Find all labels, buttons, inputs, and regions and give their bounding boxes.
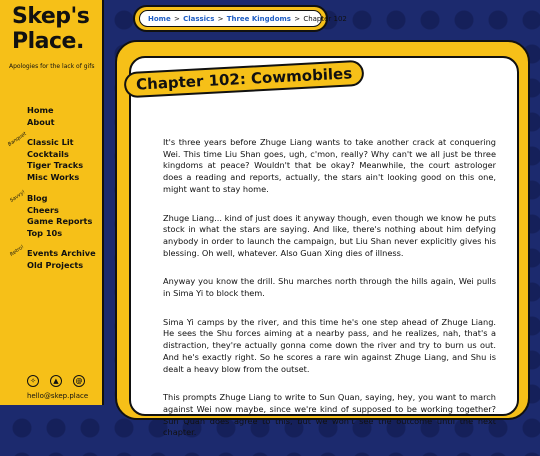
nav-retro <box>27 248 96 271</box>
breadcrumb-current: Chapter 102 <box>303 15 347 23</box>
breadcrumb-classics[interactable]: Classics <box>183 15 215 23</box>
paragraph: Sima Yi camps by the river, and this time he's one step ahead of Zhuge Liang. He sees the Shu forces aiming at a nearby pass, and he realizes, nah, that's a distraction, they're actually gonna come down the river and try to burn us out. And he's exactly right. So he scores a rare win against Zhuge Liang, and Shu is dealt a heavy blow from the outset. <box>163 316 496 374</box>
nav-cocktails[interactable]: Cocktails <box>27 148 69 159</box>
nav-events-archive[interactable]: Events Archive <box>27 248 96 258</box>
paragraph: It's three years before Zhuge Liang wants to take another crack at conquering Wei. This time Liu Shan goes, ugh, c'mon, really? Why can't we all just be three kingdoms at peace? Wouldn't that be okay? Meanwhile, the court astrologer does a reading and reports, actually, the stars ain't looking good on this one, might want to stay home. <box>163 137 496 194</box>
site-title-line2: Place. <box>12 29 84 54</box>
nav-blog[interactable]: Blog <box>27 193 48 203</box>
breadcrumb-home[interactable]: Home <box>148 15 171 23</box>
nav-classic-lit[interactable]: Classic Lit <box>27 137 74 147</box>
chapter-content <box>163 137 496 456</box>
nav-category-banquet: Banquet <box>7 130 28 148</box>
breadcrumb-three-kingdoms[interactable]: Three Kingdoms <box>226 15 291 23</box>
paragraph: This prompts Zhuge Liang to write to Sun Quan, saying, hey, you want to march against Wei now maybe, since we're kind of supposed to be working together? Sun Quan does agree to this, but we won't see the outcome until the next chapter. <box>163 392 496 438</box>
site-tagline: Apologies for the lack of gifs <box>9 63 95 70</box>
sidebar <box>0 0 104 405</box>
nav-game-reports[interactable]: Game Reports <box>27 216 93 226</box>
nav-about[interactable]: About <box>27 116 55 127</box>
breadcrumb-inner <box>139 10 347 27</box>
site-title-line1: Skep's <box>12 4 90 29</box>
nav-old-projects[interactable]: Old Projects <box>27 259 84 270</box>
page-title: Chapter 102: Cowmobiles <box>123 60 364 99</box>
email-link[interactable]: hello@skep.place <box>27 392 89 400</box>
nav-category-retro: Retro! <box>9 244 26 258</box>
nav-top-10s[interactable]: Top 10s <box>27 227 63 238</box>
nav-banquet <box>27 137 83 183</box>
nav-savvy <box>27 193 92 239</box>
paragraph: Zhuge Liang... kind of just does it anyway though, even though we know he puts stock in what the stars are saying. And like, there's nothing about him defying anybody in order to launch the campaign, but Liu Shan never explicitly gives his blessing. Oh well, whatever. Also Guan Xing dies of illness. <box>163 212 496 258</box>
paragraph: Anyway you know the drill. Shu marches north through the hills again, Wei pulls in Sima Yi to block them. <box>163 276 496 299</box>
social-links <box>27 375 85 387</box>
breadcrumb <box>133 5 347 32</box>
breadcrumb-separator: > <box>217 15 224 23</box>
lightbulb-icon[interactable]: ✧ <box>27 375 39 387</box>
nav-home[interactable]: Home <box>27 105 54 115</box>
nav-main <box>27 105 55 128</box>
site-title[interactable] <box>12 4 102 54</box>
at-icon[interactable]: @ <box>73 375 85 387</box>
nav-category-savvy: Savvy! <box>9 189 27 204</box>
nav-tiger-tracks[interactable]: Tiger Tracks <box>27 160 84 170</box>
up-arrow-icon[interactable]: ▲ <box>50 375 62 387</box>
breadcrumb-separator: > <box>294 15 301 23</box>
nav-misc-works[interactable]: Misc Works <box>27 171 80 182</box>
nav-cheers[interactable]: Cheers <box>27 204 59 215</box>
breadcrumb-separator: > <box>173 15 180 23</box>
